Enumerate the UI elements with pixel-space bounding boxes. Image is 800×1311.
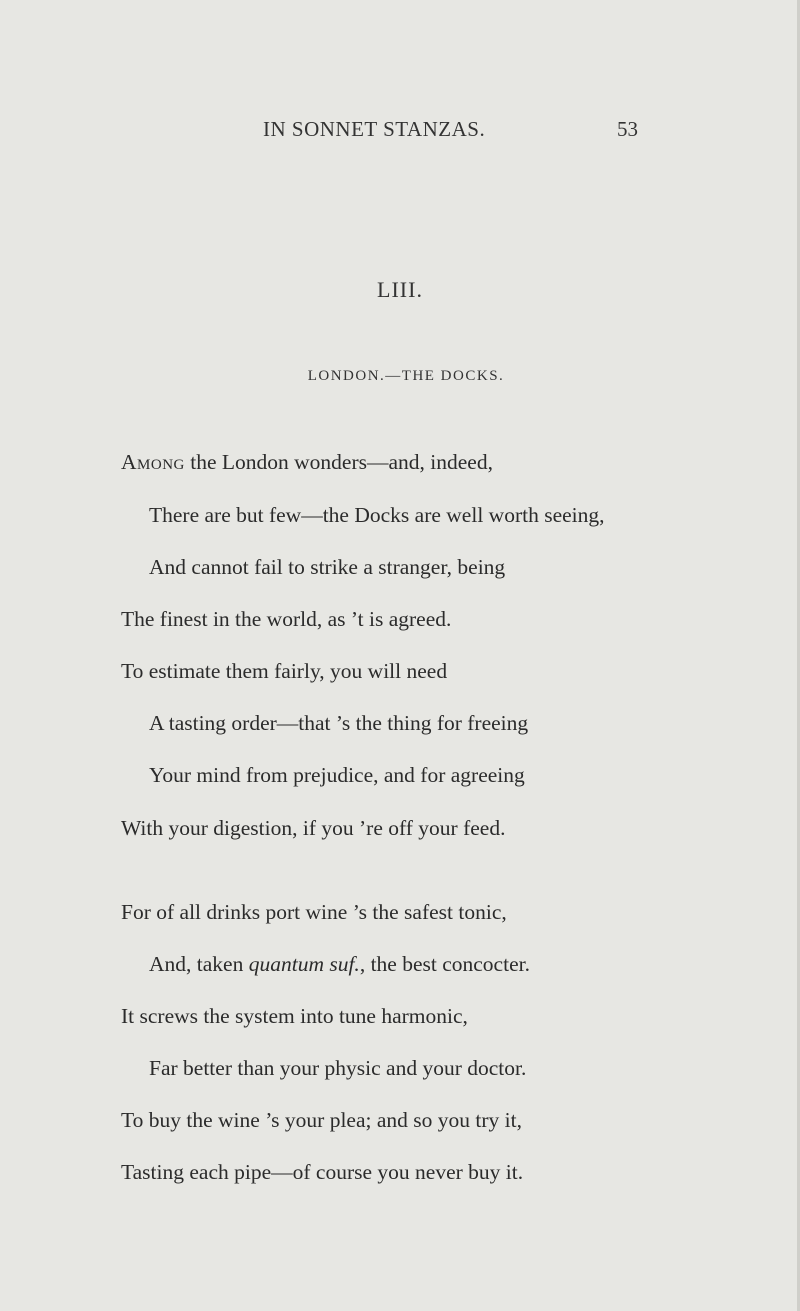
line-text: And, taken <box>149 952 249 976</box>
poem-line-13: To buy the wine ’s your plea; and so you try it, <box>121 1108 522 1132</box>
line-text: , the best concocter. <box>359 952 530 976</box>
latin-phrase: quantum suf. <box>248 952 360 976</box>
running-head: IN SONNET STANZAS. <box>263 117 486 141</box>
initial-word: Among <box>121 450 185 474</box>
poem-line-4: The finest in the world, as ’t is agreed. <box>121 607 452 631</box>
page-number: 53 <box>617 117 638 141</box>
poem-line-10 <box>149 952 530 977</box>
poem-line-9: For of all drinks port wine ’s the safest tonic, <box>121 900 507 924</box>
poem-line-1 <box>121 450 493 475</box>
poem-line-7: Your mind from prejudice, and for agreeing <box>149 763 525 787</box>
poem-line-2: There are but few—the Docks are well worth seeing, <box>149 503 605 527</box>
sonnet-number: LIII. <box>377 277 423 302</box>
poem-line-8: With your digestion, if you ’re off your feed. <box>121 816 506 840</box>
line-text: the London wonders—and, indeed, <box>184 450 493 474</box>
poem-line-6: A tasting order—that ’s the thing for freeing <box>149 711 529 735</box>
poem-line-12: Far better than your physic and your doctor. <box>149 1056 527 1080</box>
sonnet-title: LONDON.—THE DOCKS. <box>307 368 505 384</box>
poem-line-11: It screws the system into tune harmonic, <box>121 1004 468 1028</box>
poem-line-3: And cannot fail to strike a stranger, being <box>149 555 506 579</box>
poem-line-5: To estimate them fairly, you will need <box>121 659 448 683</box>
poem-line-14: Tasting each pipe—of course you never buy it. <box>121 1160 524 1184</box>
